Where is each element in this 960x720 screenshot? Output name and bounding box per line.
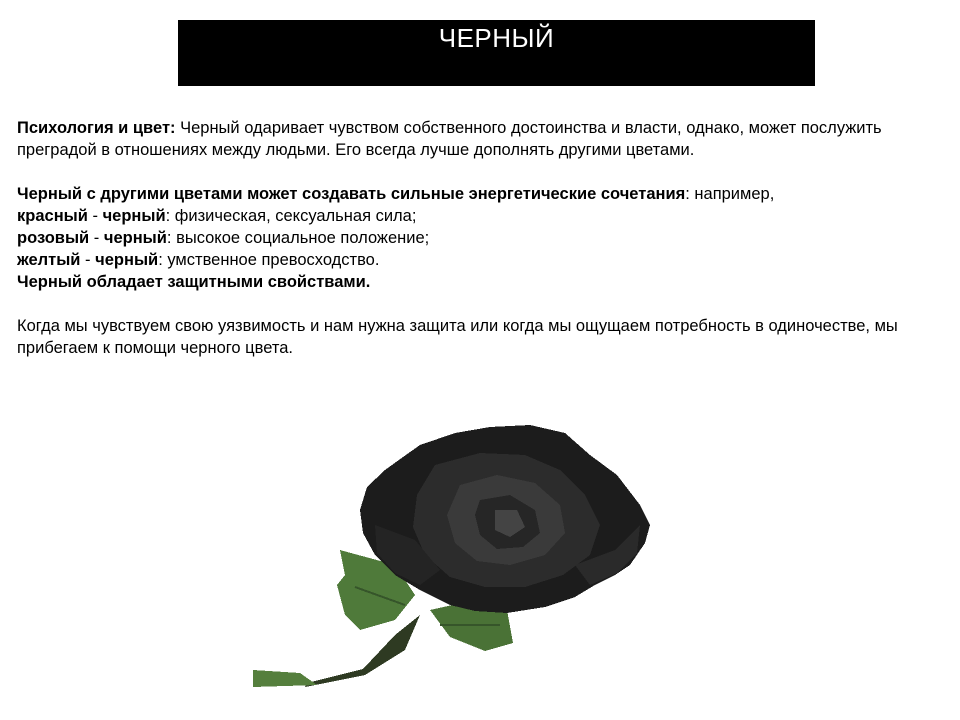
combo-sep: -: [87, 207, 103, 225]
closing-paragraph: Когда мы чувствуем свою уязвимость и нам нужна защита или когда мы ощущаем потребность в одиночестве, мы прибегаем к помощи черного цвета.: [17, 317, 898, 357]
combo-item: [17, 227, 917, 249]
combo-sep: -: [89, 229, 104, 247]
content-body: [17, 117, 917, 359]
intro-text: Черный одаривает чувством собственного достоинства и власти, однако, может послужить преградой в отношениях между людьми. Его всегда лучше дополнять другими цветами.: [17, 119, 882, 159]
page-title: ЧЕРНЫЙ: [438, 23, 555, 53]
rose-leaf-bottom: [253, 670, 317, 687]
combo-color-b: черный: [102, 207, 166, 225]
protect-line: Черный обладает защитными свойствами.: [17, 273, 371, 291]
combo-desc: : высокое социальное положение;: [166, 229, 430, 247]
combo-item: [17, 205, 917, 227]
combo-color-b: черный: [95, 251, 159, 269]
combo-item: [17, 249, 917, 271]
combos-lead-tail: : например,: [685, 185, 775, 203]
combo-color-b: черный: [103, 229, 167, 247]
combo-desc: : умственное превосходство.: [158, 251, 380, 269]
combo-sep: -: [80, 251, 96, 269]
combos-lead: Черный с другими цветами может создавать сильные энергетические сочетания: [17, 185, 686, 203]
black-rose-image: [245, 415, 685, 690]
title-bar: [178, 20, 815, 86]
combo-desc: : физическая, сексуальная сила;: [165, 207, 417, 225]
combos-lead-line: [17, 183, 917, 205]
intro-paragraph: [17, 117, 917, 161]
combo-color-a: розовый: [17, 229, 90, 247]
combo-color-a: желтый: [17, 251, 81, 269]
combo-color-a: красный: [17, 207, 88, 225]
intro-label: Психология и цвет:: [17, 119, 176, 137]
